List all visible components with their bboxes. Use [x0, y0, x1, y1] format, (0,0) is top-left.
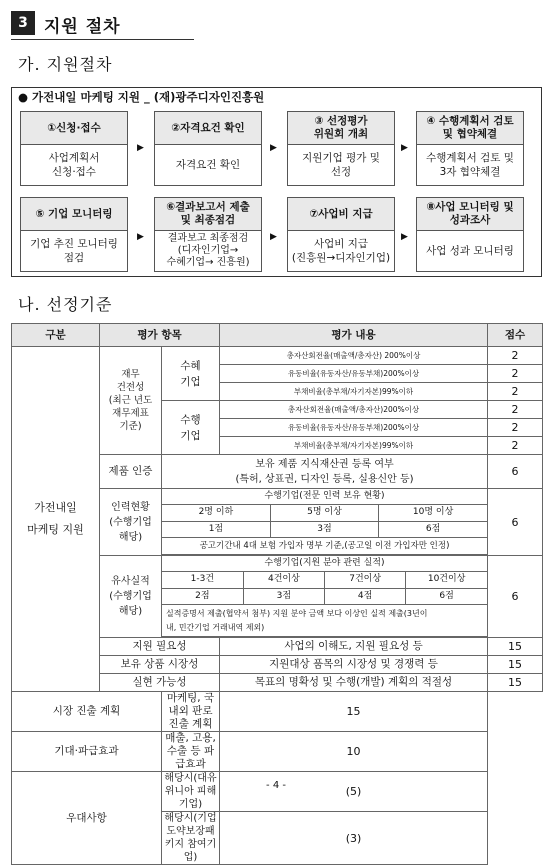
similar-point: 2점 — [162, 588, 243, 604]
score-cell: 10 — [220, 732, 488, 772]
arrow-right-icon: ▶ — [137, 143, 144, 153]
similar-cols — [162, 572, 487, 588]
criteria-text: 마케팅, 국내외 판로 진출 계획 — [162, 692, 220, 732]
finance-item: 부채비율(총부채/자기자본)99%이하 — [220, 437, 488, 455]
criteria-text: 지원대상 품목의 시장성 및 경쟁력 등 — [220, 656, 488, 674]
step-head: ⑧사업 모니터링 및 성과조사 — [417, 198, 523, 231]
score-cell: 2 — [488, 365, 543, 383]
score-cell: 2 — [488, 383, 543, 401]
score-cell: 6 — [488, 455, 543, 489]
page-number: - 4 - — [266, 780, 286, 791]
score-cell: 2 — [488, 437, 543, 455]
finance-item: 유동비율(유동자산/유동부채)200%이상 — [220, 419, 488, 437]
similar-col: 4건이상 — [243, 572, 324, 588]
score-cell: 2 — [488, 419, 543, 437]
similar-point: 4점 — [325, 588, 406, 604]
manpower-point: 6점 — [379, 521, 487, 537]
step-head: ②자격요건 확인 — [155, 112, 261, 145]
criteria-text: 목표의 명확성 및 수행(개발) 계획의 적절성 — [220, 674, 488, 692]
manpower-label: 인력현황 (수행기업 해당) — [100, 489, 162, 556]
arrow-right-icon: ▶ — [270, 232, 277, 242]
step-2 — [154, 111, 262, 186]
criteria-label: 시장 진출 계획 — [12, 692, 162, 732]
subheading-criteria: 나. 선정기준 — [18, 295, 113, 314]
section-number: 3 — [11, 11, 35, 35]
criteria-text: 매출, 고용, 수출 등 파급효과 — [162, 732, 220, 772]
similar-grid-table — [162, 572, 487, 604]
step-1 — [20, 111, 128, 186]
manpower-cols — [162, 505, 487, 521]
step-8 — [416, 197, 524, 272]
similar-title: 수행기업(지원 분야 관련 실적) — [162, 556, 488, 572]
similar-note: 실적증명서 제출(협약서 첨부) 지원 분야 금액 보다 이상인 실적 제출(3년이 내, 민간기업 거래내역 제외) — [162, 605, 488, 637]
finance-item: 부채비율(총부채/자기자본)99%이하 — [220, 383, 488, 401]
step-7 — [287, 197, 395, 272]
table-row — [12, 732, 543, 772]
step-body: 지원기업 평가 및 선정 — [302, 152, 380, 178]
similar-point: 3점 — [243, 588, 324, 604]
manpower-points — [162, 521, 487, 537]
step-body: 사업계획서 신청·접수 — [48, 152, 100, 178]
finance-group-performer: 수행 기업 — [162, 401, 220, 455]
finance-item: 총자산회전율(매출액/총자산) 200%이상 — [220, 347, 488, 365]
step-body: 기업 추진 모니터링 점검 — [30, 238, 118, 264]
similar-points — [162, 588, 487, 604]
manpower-point: 3점 — [270, 521, 378, 537]
step-head: ③ 선정평가 위원회 개최 — [288, 112, 394, 145]
score-cell: 2 — [488, 401, 543, 419]
manpower-col: 2명 이하 — [162, 505, 270, 521]
finance-group-beneficiary: 수혜 기업 — [162, 347, 220, 401]
manpower-grid — [162, 505, 488, 538]
manpower-title: 수행기업(전문 인력 보유 현황) — [162, 489, 488, 505]
step-body: 수행계획서 검토 및 3자 협약체결 — [426, 152, 514, 178]
score-cell: (3) — [220, 812, 488, 865]
header-category: 구분 — [12, 324, 100, 347]
score-cell: 6 — [488, 556, 543, 638]
product-label: 제품 인증 — [100, 455, 162, 489]
step-body: 사업 성과 모니터링 — [426, 245, 514, 257]
criteria-label: 보유 상품 시장성 — [100, 656, 220, 674]
finance-item: 총자산회전율(매출액/총자산)200%이상 — [220, 401, 488, 419]
step-3 — [287, 111, 395, 186]
manpower-col: 10명 이상 — [379, 505, 487, 521]
finance-label: 재무 건전성 (최근 년도 재무제표 기준) — [100, 347, 162, 455]
score-cell: 15 — [488, 674, 543, 692]
step-body: 사업비 지급 (진흥원→디자인기업) — [291, 238, 391, 264]
criteria-label: 기대·파급효과 — [12, 732, 162, 772]
arrow-right-icon: ▶ — [401, 232, 408, 242]
header-score: 점수 — [488, 324, 543, 347]
step-head: ⑦사업비 지급 — [288, 198, 394, 231]
arrow-right-icon: ▶ — [270, 143, 277, 153]
similar-label: 유사실적 (수행기업 해당) — [100, 556, 162, 638]
table-row — [12, 772, 543, 812]
subheading-procedure: 가. 지원절차 — [18, 55, 113, 74]
arrow-right-icon: ▶ — [401, 143, 408, 153]
step-body: 자격요건 확인 — [175, 159, 241, 171]
similar-grid — [162, 572, 488, 605]
table-row — [12, 692, 543, 732]
score-cell: 6 — [488, 489, 543, 556]
step-4 — [416, 111, 524, 186]
step-body: 결과보고 최종점검 (디자인기업→ 수혜기업→ 진흥원) — [166, 233, 250, 268]
bonus-text: 해당시(대유위니아 피해기업) — [162, 772, 220, 812]
criteria-label: 실현 가능성 — [100, 674, 220, 692]
header-content: 평가 내용 — [220, 324, 488, 347]
category-cell: 가전내일 마케팅 지원 — [12, 347, 100, 692]
step-5 — [20, 197, 128, 272]
bonus-label: 우대사항 — [12, 772, 162, 865]
process-title: ● 가전내일 마케팅 지원 _ (재)광주디자인진흥원 — [18, 90, 265, 104]
criteria-text: 사업의 이해도, 지원 필요성 등 — [220, 638, 488, 656]
table-header-row — [12, 324, 543, 347]
section-underline — [11, 39, 194, 40]
section-title: 지원 절차 — [44, 17, 121, 37]
step-head: ④ 수행계획서 검토 및 협약체결 — [417, 112, 523, 145]
arrow-right-icon: ▶ — [137, 232, 144, 242]
score-cell: 15 — [220, 692, 488, 732]
similar-col: 7건이상 — [325, 572, 406, 588]
step-head: ⑥결과보고서 제출 및 최종점검 — [155, 198, 261, 231]
score-cell: 15 — [488, 638, 543, 656]
manpower-grid-table — [162, 505, 487, 537]
similar-point: 6점 — [406, 588, 487, 604]
manpower-col: 5명 이상 — [270, 505, 378, 521]
step-head: ①신청·접수 — [21, 112, 127, 145]
table-row — [12, 347, 543, 365]
score-cell: (5) — [220, 772, 488, 812]
manpower-note: 공고기간내 4대 보험 가입자 명부 기준,(공고일 이전 가입자만 인정) — [162, 538, 488, 555]
bonus-text: 해당시(기업도약보장패키지 참여기업) — [162, 812, 220, 865]
manpower-point: 1점 — [162, 521, 270, 537]
similar-col: 1-3건 — [162, 572, 243, 588]
header-item: 평가 항목 — [100, 324, 220, 347]
finance-item: 유동비율(유동자산/유동부채)200%이상 — [220, 365, 488, 383]
step-6 — [154, 197, 262, 272]
score-cell: 2 — [488, 347, 543, 365]
score-cell: 15 — [488, 656, 543, 674]
criteria-label: 지원 필요성 — [100, 638, 220, 656]
product-text: 보유 제품 지식재산권 등록 여부 (특허, 상표권, 디자인 등록, 실용신안 등) — [162, 455, 488, 489]
similar-col: 10건이상 — [406, 572, 487, 588]
step-head: ⑤ 기업 모니터링 — [21, 198, 127, 231]
